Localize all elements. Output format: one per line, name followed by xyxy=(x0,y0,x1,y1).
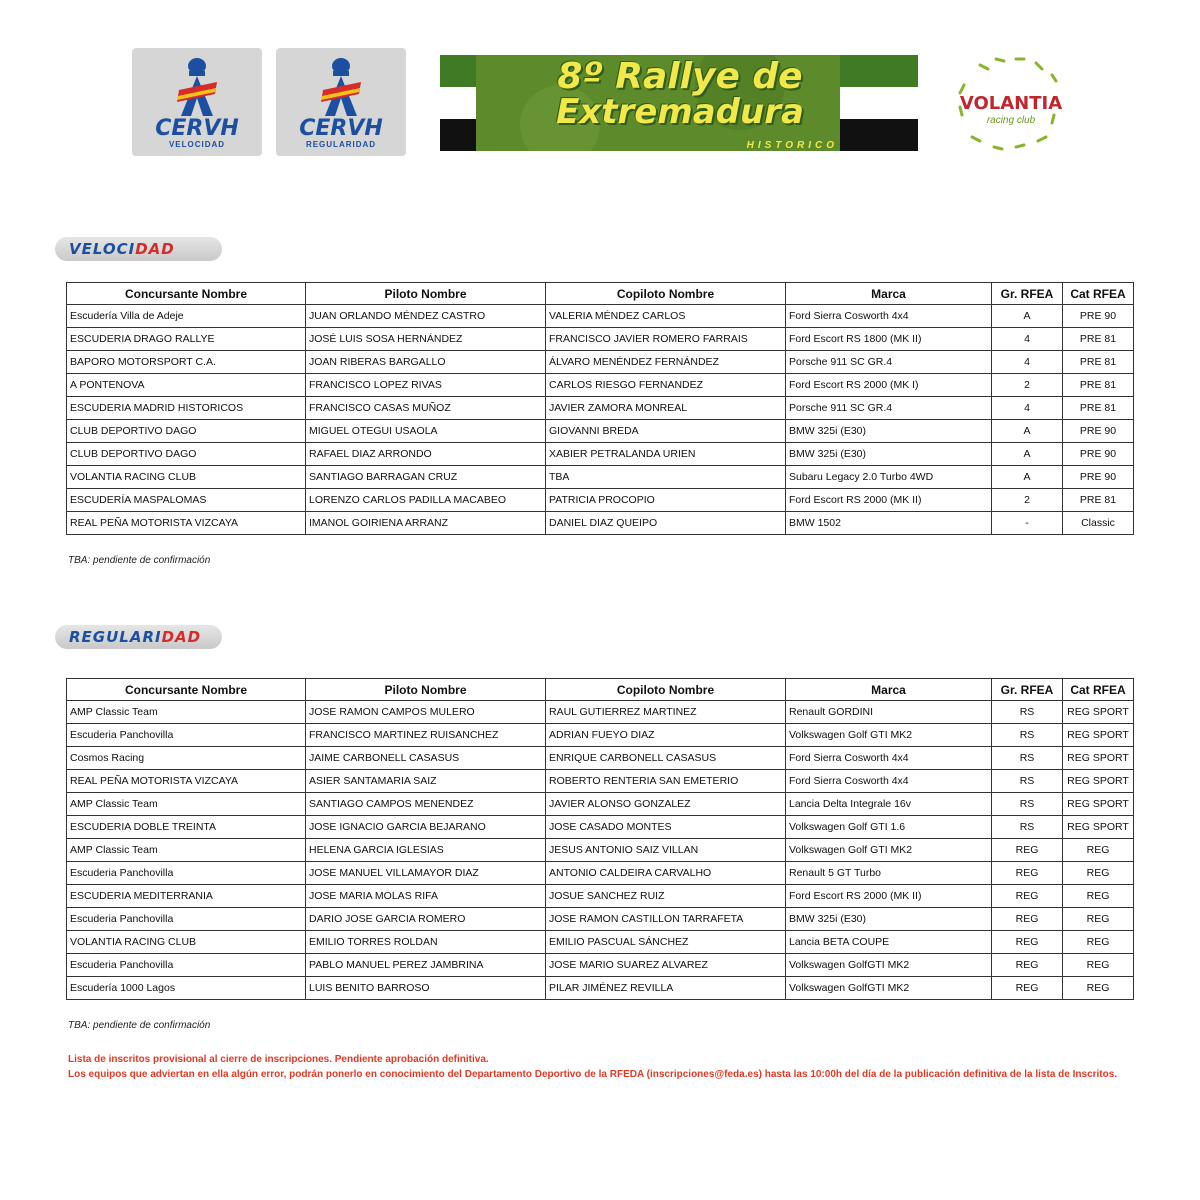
table-cell: REG SPORT xyxy=(1063,793,1134,816)
table-cell: Escuderia Panchovilla xyxy=(67,954,306,977)
table-cell: PRE 90 xyxy=(1063,305,1134,328)
table-cell: BMW 325i (E30) xyxy=(786,443,992,466)
table-cell: Lancia Delta Integrale 16v xyxy=(786,793,992,816)
table-row xyxy=(67,977,1134,1000)
table-cell: A PONTENOVA xyxy=(67,374,306,397)
table-row xyxy=(67,397,1134,420)
table-header-row xyxy=(67,283,1134,305)
table-cell: ESCUDERIA MADRID HISTORICOS xyxy=(67,397,306,420)
club-sub: racing club xyxy=(986,115,1036,126)
column-header: Marca xyxy=(786,679,992,701)
table-cell: IMANOL GOIRIENA ARRANZ xyxy=(306,512,546,535)
section-title-a: REGULARI xyxy=(69,628,162,646)
table-cell: Renault GORDINI xyxy=(786,701,992,724)
table-cell: REG xyxy=(1063,931,1134,954)
table-cell: TBA xyxy=(546,466,786,489)
table-cell: REG SPORT xyxy=(1063,770,1134,793)
table-cell: Escudería Villa de Adeje xyxy=(67,305,306,328)
regularidad-table xyxy=(66,678,1134,1000)
table-cell: ADRIAN FUEYO DIAZ xyxy=(546,724,786,747)
table-cell: ESCUDERÍA MASPALOMAS xyxy=(67,489,306,512)
table-cell: REG SPORT xyxy=(1063,724,1134,747)
table-cell: Volkswagen Golf GTI MK2 xyxy=(786,724,992,747)
table-row xyxy=(67,839,1134,862)
table-cell: 2 xyxy=(992,374,1063,397)
table-cell: EMILIO PASCUAL SÁNCHEZ xyxy=(546,931,786,954)
table-cell: RS xyxy=(992,724,1063,747)
table-cell: Ford Escort RS 2000 (MK I) xyxy=(786,374,992,397)
table-cell: Volkswagen Golf GTI MK2 xyxy=(786,839,992,862)
table-cell: Ford Escort RS 2000 (MK II) xyxy=(786,489,992,512)
table-cell: PRE 81 xyxy=(1063,328,1134,351)
table-cell: Escuderia Panchovilla xyxy=(67,862,306,885)
column-header: Cat RFEA xyxy=(1063,679,1134,701)
table-row xyxy=(67,954,1134,977)
logo-sub-text: VELOCIDAD xyxy=(168,140,226,149)
table-cell: Ford Escort RS 1800 (MK II) xyxy=(786,328,992,351)
table-cell: REG xyxy=(992,839,1063,862)
column-header: Concursante Nombre xyxy=(67,679,306,701)
table-row xyxy=(67,420,1134,443)
table-cell: DANIEL DIAZ QUEIPO xyxy=(546,512,786,535)
table-cell: REG xyxy=(1063,908,1134,931)
table-row xyxy=(67,793,1134,816)
section-title-b: DAD xyxy=(161,628,202,646)
table-cell: REG xyxy=(1063,954,1134,977)
table-cell: Ford Sierra Cosworth 4x4 xyxy=(786,747,992,770)
cervh-regularidad-logo xyxy=(276,48,406,156)
table-cell: DARIO JOSE GARCIA ROMERO xyxy=(306,908,546,931)
table-cell: BAPORO MOTORSPORT C.A. xyxy=(67,351,306,374)
table-cell: ESCUDERIA MEDITERRANIA xyxy=(67,885,306,908)
section-title-b: DAD xyxy=(135,240,175,258)
table-cell: RS xyxy=(992,747,1063,770)
table-cell: REAL PEÑA MOTORISTA VIZCAYA xyxy=(67,770,306,793)
table-cell: ANTONIO CALDEIRA CARVALHO xyxy=(546,862,786,885)
table-row xyxy=(67,747,1134,770)
column-header: Piloto Nombre xyxy=(306,283,546,305)
table-header-row xyxy=(67,679,1134,701)
table-cell: REG xyxy=(992,885,1063,908)
table-cell: Ford Sierra Cosworth 4x4 xyxy=(786,305,992,328)
table-cell: SANTIAGO BARRAGAN CRUZ xyxy=(306,466,546,489)
table-row xyxy=(67,489,1134,512)
disclaimer-line2: Los equipos que adviertan en ella algún error, podrán ponerlo en conocimiento del Departamento Deportivo de la RFEDA (inscripciones@feda.es) hasta las 10:00h del día de la publicación definitiva de la lista de Inscritos. xyxy=(68,1069,1118,1080)
table-cell: EMILIO TORRES ROLDAN xyxy=(306,931,546,954)
table-cell: REG xyxy=(1063,885,1134,908)
table-cell: ASIER SANTAMARIA SAIZ xyxy=(306,770,546,793)
rally-title xyxy=(480,56,880,132)
table-cell: 4 xyxy=(992,397,1063,420)
table-cell: Classic xyxy=(1063,512,1134,535)
table-cell: PABLO MANUEL PEREZ JAMBRINA xyxy=(306,954,546,977)
table-cell: CLUB DEPORTIVO DAGO xyxy=(67,443,306,466)
table-cell: ESCUDERIA DRAGO RALLYE xyxy=(67,328,306,351)
table-cell: Porsche 911 SC GR.4 xyxy=(786,397,992,420)
column-header: Cat RFEA xyxy=(1063,283,1134,305)
section-velocidad-title xyxy=(55,237,222,261)
table-cell: JOSE RAMON CAMPOS MULERO xyxy=(306,701,546,724)
cervh-velocidad-logo xyxy=(132,48,262,156)
table-row xyxy=(67,931,1134,954)
table-cell: JOSE IGNACIO GARCIA BEJARANO xyxy=(306,816,546,839)
column-header: Copiloto Nombre xyxy=(546,679,786,701)
table-cell: VOLANTIA RACING CLUB xyxy=(67,931,306,954)
table-cell: VOLANTIA RACING CLUB xyxy=(67,466,306,489)
table-cell: A xyxy=(992,305,1063,328)
table-cell: JOSE MANUEL VILLAMAYOR DIAZ xyxy=(306,862,546,885)
table-cell: BMW 325i (E30) xyxy=(786,420,992,443)
table-cell: PRE 81 xyxy=(1063,489,1134,512)
table-cell: Subaru Legacy 2.0 Turbo 4WD xyxy=(786,466,992,489)
table-cell: PRE 81 xyxy=(1063,351,1134,374)
table-row xyxy=(67,374,1134,397)
table-cell: JOSE MARIO SUAREZ ALVAREZ xyxy=(546,954,786,977)
table-cell: Ford Sierra Cosworth 4x4 xyxy=(786,770,992,793)
table-cell: ESCUDERIA DOBLE TREINTA xyxy=(67,816,306,839)
table-cell: Volkswagen GolfGTI MK2 xyxy=(786,954,992,977)
table-cell: XABIER PETRALANDA URIEN xyxy=(546,443,786,466)
table-cell: AMP Classic Team xyxy=(67,839,306,862)
table-cell: FRANCISCO JAVIER ROMERO FARRAIS xyxy=(546,328,786,351)
table-cell: REG xyxy=(1063,977,1134,1000)
table-cell: 2 xyxy=(992,489,1063,512)
table-cell: RS xyxy=(992,770,1063,793)
table-row xyxy=(67,351,1134,374)
table-cell: AMP Classic Team xyxy=(67,793,306,816)
table-row xyxy=(67,770,1134,793)
table-row xyxy=(67,908,1134,931)
table-cell: JOSUE SANCHEZ RUIZ xyxy=(546,885,786,908)
logo-brand-text: CERVH xyxy=(299,116,383,141)
section-regularidad-title xyxy=(55,625,222,649)
club-name: VOLANTIA xyxy=(959,93,1063,114)
table-cell: Escuderia Panchovilla xyxy=(67,724,306,747)
table-cell: RS xyxy=(992,816,1063,839)
table-row xyxy=(67,724,1134,747)
section-title-a: VELOCI xyxy=(69,240,136,258)
table-cell: CARLOS RIESGO FERNANDEZ xyxy=(546,374,786,397)
table-cell: JOSE CASADO MONTES xyxy=(546,816,786,839)
logo-brand-text: CERVH xyxy=(155,116,239,141)
table-cell: SANTIAGO CAMPOS MENENDEZ xyxy=(306,793,546,816)
rally-title-line2: Extremadura xyxy=(556,92,804,132)
table-cell: REG xyxy=(992,954,1063,977)
table-cell: MIGUEL OTEGUI USAOLA xyxy=(306,420,546,443)
velocidad-table xyxy=(66,282,1134,535)
table-cell: Porsche 911 SC GR.4 xyxy=(786,351,992,374)
column-header: Piloto Nombre xyxy=(306,679,546,701)
table-row xyxy=(67,305,1134,328)
table-cell: GIOVANNI BREDA xyxy=(546,420,786,443)
table-cell: PATRICIA PROCOPIO xyxy=(546,489,786,512)
column-header: Gr. RFEA xyxy=(992,283,1063,305)
table-cell: Volkswagen GolfGTI MK2 xyxy=(786,977,992,1000)
table-cell: JAVIER ZAMORA MONREAL xyxy=(546,397,786,420)
table-cell: AMP Classic Team xyxy=(67,701,306,724)
table-cell: PRE 81 xyxy=(1063,397,1134,420)
column-header: Concursante Nombre xyxy=(67,283,306,305)
table-cell: Lancia BETA COUPE xyxy=(786,931,992,954)
column-header: Gr. RFEA xyxy=(992,679,1063,701)
table-cell: REG xyxy=(992,931,1063,954)
table-cell: Cosmos Racing xyxy=(67,747,306,770)
column-header: Marca xyxy=(786,283,992,305)
table-cell: A xyxy=(992,420,1063,443)
table-cell: LUIS BENITO BARROSO xyxy=(306,977,546,1000)
table-cell: RS xyxy=(992,793,1063,816)
table-cell: - xyxy=(992,512,1063,535)
table-cell: PILAR JIMÉNEZ REVILLA xyxy=(546,977,786,1000)
table-cell: JOSE RAMON CASTILLON TARRAFETA xyxy=(546,908,786,931)
disclaimer xyxy=(68,1052,1138,1082)
table-cell: REG xyxy=(992,977,1063,1000)
table-cell: BMW 325i (E30) xyxy=(786,908,992,931)
table-cell: 4 xyxy=(992,351,1063,374)
table-row xyxy=(67,443,1134,466)
table-cell: REAL PEÑA MOTORISTA VIZCAYA xyxy=(67,512,306,535)
table-cell: RAFAEL DIAZ ARRONDO xyxy=(306,443,546,466)
table-cell: PRE 90 xyxy=(1063,443,1134,466)
table-cell: RS xyxy=(992,701,1063,724)
table-row xyxy=(67,862,1134,885)
table-cell: VALERIA MÉNDEZ CARLOS xyxy=(546,305,786,328)
table-cell: JOSÉ LUIS SOSA HERNÁNDEZ xyxy=(306,328,546,351)
rally-banner xyxy=(440,55,918,151)
table-cell: JOSE MARIA MOLAS RIFA xyxy=(306,885,546,908)
table-cell: PRE 90 xyxy=(1063,420,1134,443)
table-cell: ROBERTO RENTERIA SAN EMETERIO xyxy=(546,770,786,793)
table-cell: REG SPORT xyxy=(1063,747,1134,770)
rally-title-line1: 8º Rallye de xyxy=(557,56,803,97)
table-cell: FRANCISCO CASAS MUÑOZ xyxy=(306,397,546,420)
column-header: Copiloto Nombre xyxy=(546,283,786,305)
table-row xyxy=(67,816,1134,839)
table-cell: Escuderia Panchovilla xyxy=(67,908,306,931)
table-cell: HELENA GARCIA IGLESIAS xyxy=(306,839,546,862)
logo-sub-text: REGULARIDAD xyxy=(305,140,377,149)
table-cell: LORENZO CARLOS PADILLA MACABEO xyxy=(306,489,546,512)
table-cell: REG xyxy=(992,862,1063,885)
table-cell: REG SPORT xyxy=(1063,701,1134,724)
table-row xyxy=(67,701,1134,724)
table-cell: JESUS ANTONIO SAIZ VILLAN xyxy=(546,839,786,862)
table-row xyxy=(67,512,1134,535)
rfeda-emblem-icon xyxy=(167,56,227,118)
table-cell: A xyxy=(992,466,1063,489)
regularidad-note: TBA: pendiente de confirmación xyxy=(68,1020,211,1031)
table-row xyxy=(67,466,1134,489)
table-cell: PRE 90 xyxy=(1063,466,1134,489)
table-cell: REG xyxy=(992,908,1063,931)
table-cell: JAVIER ALONSO GONZALEZ xyxy=(546,793,786,816)
table-cell: PRE 81 xyxy=(1063,374,1134,397)
table-cell: JAIME CARBONELL CASASUS xyxy=(306,747,546,770)
table-cell: RAUL GUTIERREZ MARTINEZ xyxy=(546,701,786,724)
rfeda-emblem-icon xyxy=(311,56,371,118)
rally-subtitle: HISTORICO xyxy=(746,140,838,151)
table-row xyxy=(67,885,1134,908)
disclaimer-line1: Lista de inscritos provisional al cierre de inscripciones. Pendiente aprobación definitiva. xyxy=(68,1054,489,1065)
table-cell: CLUB DEPORTIVO DAGO xyxy=(67,420,306,443)
table-cell: Ford Escort RS 2000 (MK II) xyxy=(786,885,992,908)
table-cell: 4 xyxy=(992,328,1063,351)
table-cell: REG SPORT xyxy=(1063,816,1134,839)
table-cell: A xyxy=(992,443,1063,466)
velocidad-note: TBA: pendiente de confirmación xyxy=(68,555,211,566)
table-row xyxy=(67,328,1134,351)
table-cell: Escudería 1000 Lagos xyxy=(67,977,306,1000)
table-cell: ENRIQUE CARBONELL CASASUS xyxy=(546,747,786,770)
volantia-logo xyxy=(950,55,1072,153)
table-cell: REG xyxy=(1063,862,1134,885)
table-cell: JOAN RIBERAS BARGALLO xyxy=(306,351,546,374)
table-cell: BMW 1502 xyxy=(786,512,992,535)
table-cell: JUAN ORLANDO MÉNDEZ CASTRO xyxy=(306,305,546,328)
table-cell: FRANCISCO LOPEZ RIVAS xyxy=(306,374,546,397)
table-cell: Renault 5 GT Turbo xyxy=(786,862,992,885)
table-cell: REG xyxy=(1063,839,1134,862)
table-cell: FRANCISCO MARTINEZ RUISANCHEZ xyxy=(306,724,546,747)
table-cell: ÁLVARO MENÉNDEZ FERNÁNDEZ xyxy=(546,351,786,374)
table-cell: Volkswagen Golf GTI 1.6 xyxy=(786,816,992,839)
